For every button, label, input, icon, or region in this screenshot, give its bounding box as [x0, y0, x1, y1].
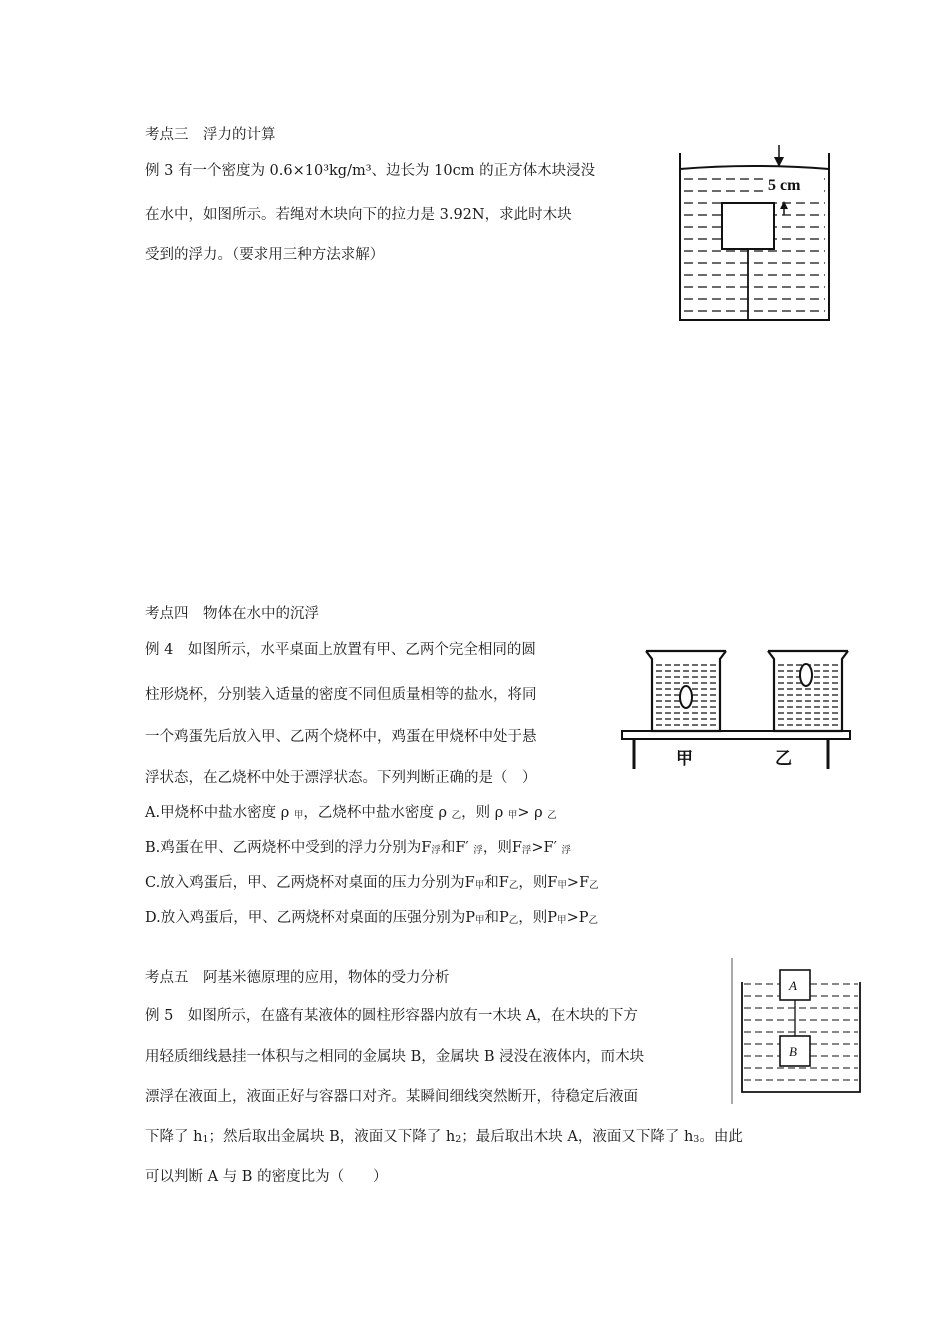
section-4-heading: 考点四 物体在水中的沉浮 — [145, 606, 319, 622]
block-b-label: B — [789, 1044, 797, 1059]
example-5-line-4: 下降了 h1；然后取出金属块 B，液面又下降了 h2；最后取出木块 A，液面又下降了 h3。由此 — [145, 1129, 743, 1145]
example-5-line-2: 用轻质细线悬挂一体积与之相同的金属块 B，金属块 B 浸没在液体内，而木块 — [145, 1049, 645, 1065]
block-a-label: A — [789, 978, 797, 993]
example-4-line-1: 例 4 如图所示，水平桌面上放置有甲、乙两个完全相同的圆 — [145, 642, 536, 658]
example-4-line-2: 柱形烧杯，分别装入适量的密度不同但质量相等的盐水，将同 — [145, 687, 537, 703]
example-4-line-3: 一个鸡蛋先后放入甲、乙两个烧杯中，鸡蛋在甲烧杯中处于悬 — [145, 729, 537, 745]
example-5-figure — [730, 958, 870, 1108]
example-5-line-3: 漂浮在液面上，液面正好与容器口对齐。某瞬间细线突然断开，待稳定后液面 — [145, 1089, 638, 1105]
example-4-line-4: 浮状态，在乙烧杯中处于漂浮状态。下列判断正确的是（ ） — [145, 770, 537, 786]
example-3-line-3: 受到的浮力。（要求用三种方法求解） — [145, 247, 385, 263]
example-5-line-5: 可以判断 A 与 B 的密度比为（ ） — [145, 1169, 388, 1185]
beaker-label-right: 乙 — [775, 749, 792, 769]
depth-label: 5 cm — [768, 177, 801, 194]
example-3-figure — [672, 145, 842, 325]
option-a: A.甲烧杯中盐水密度 ρ 甲，乙烧杯中盐水密度 ρ 乙，则 ρ 甲> ρ 乙 — [145, 805, 557, 821]
example-3-line-1: 例 3 有一个密度为 0.6×10³kg/m³、边长为 10cm 的正方体木块浸没 — [145, 163, 596, 179]
section-3-heading: 考点三 浮力的计算 — [145, 127, 276, 143]
example-3-line-2: 在水中，如图所示。若绳对木块向下的拉力是 3.92N，求此时木块 — [145, 207, 572, 223]
option-d: D.放入鸡蛋后，甲、乙两烧杯对桌面的压强分别为P甲和P乙，则P甲>P乙 — [145, 910, 598, 926]
example-5-line-1: 例 5 如图所示，在盛有某液体的圆柱形容器内放有一木块 A，在木块的下方 — [145, 1008, 638, 1024]
option-c: C.放入鸡蛋后，甲、乙两烧杯对桌面的压力分别为F甲和F乙，则F甲>F乙 — [145, 875, 599, 891]
option-b: B.鸡蛋在甲、乙两烧杯中受到的浮力分别为F浮和F′ 浮，则F浮>F′ 浮 — [145, 840, 572, 856]
section-5-heading: 考点五 阿基米德原理的应用，物体的受力分析 — [145, 970, 450, 986]
example-4-figure — [618, 645, 853, 775]
beaker-label-left: 甲 — [676, 749, 693, 769]
